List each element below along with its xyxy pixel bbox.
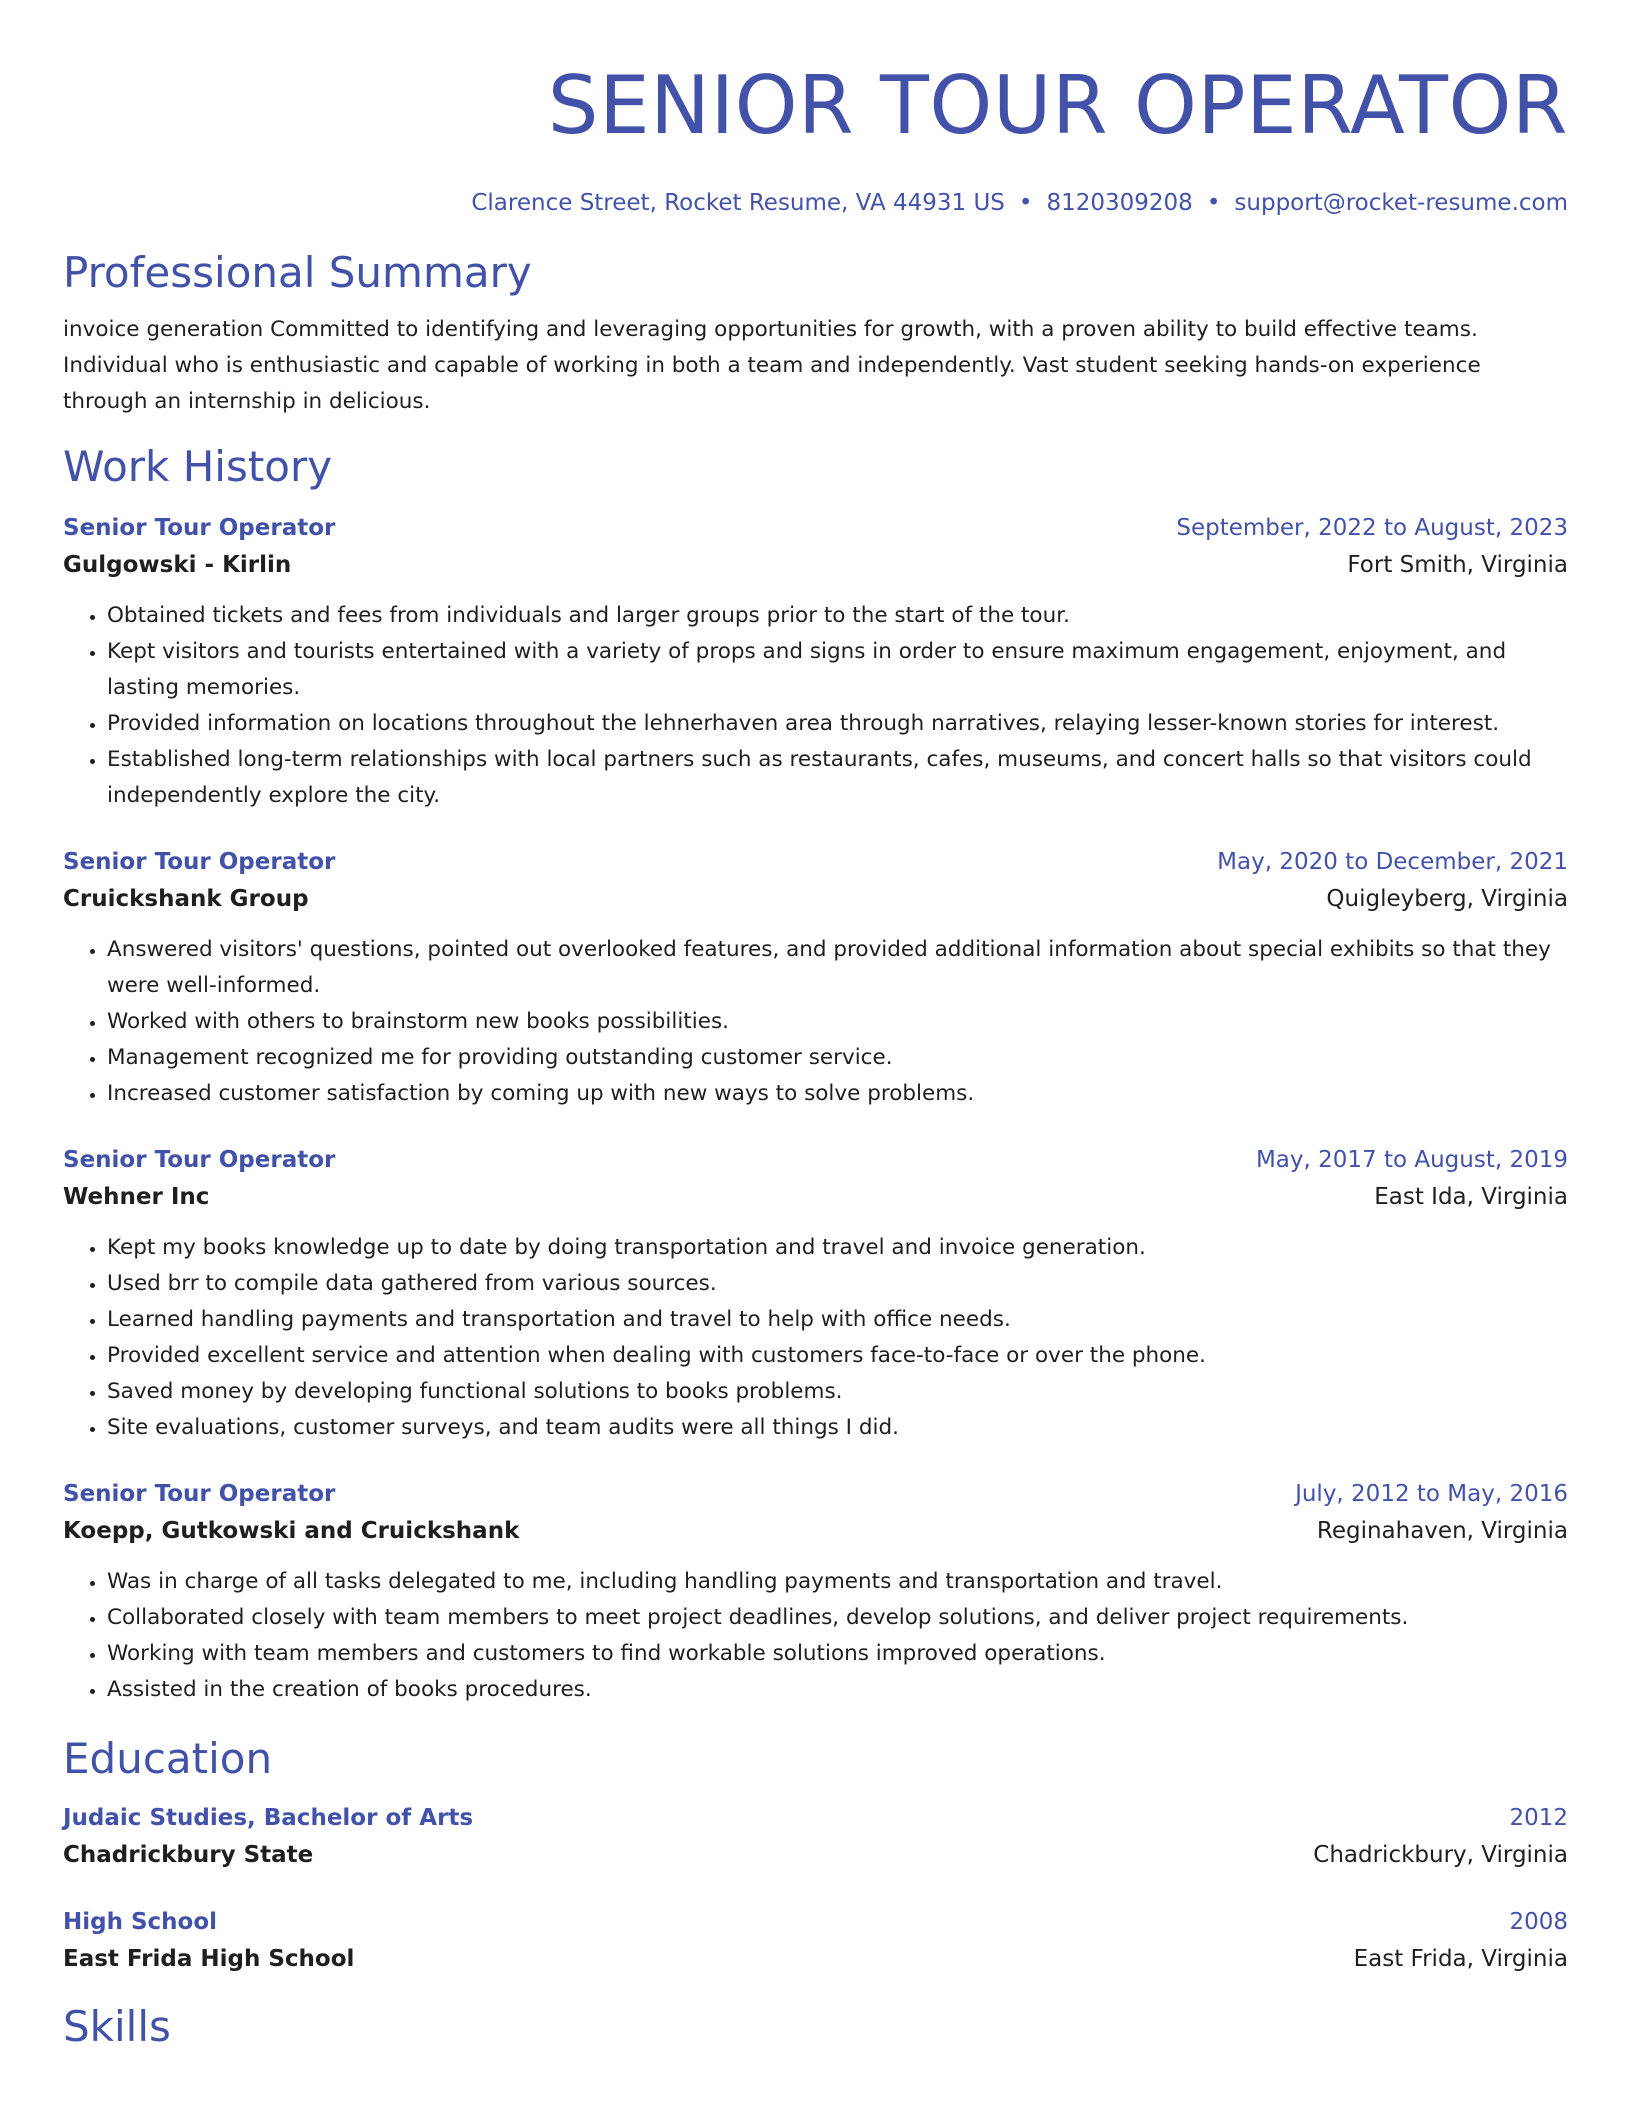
education-location: Chadrickbury, Virginia	[1313, 1841, 1568, 1868]
job-location: Quigleyberg, Virginia	[1326, 885, 1568, 912]
work-history-section	[63, 442, 1568, 1708]
job-bullets	[63, 1230, 1568, 1446]
skills-heading: Skills	[63, 2001, 171, 2051]
job-location: Fort Smith, Virginia	[1347, 551, 1568, 578]
education-section	[63, 1734, 1568, 1978]
education-year: 2012	[1509, 1804, 1568, 1831]
skills-section	[63, 2002, 1568, 2052]
job-bullet: • Was in charge of all tasks delegated to me, including handling payments and transportation and travel.	[107, 1564, 1568, 1600]
summary-heading: Professional Summary	[63, 248, 532, 297]
job-bullet: • Learned handling payments and transportation and travel to help with office needs.	[107, 1302, 1568, 1338]
job-bullet: • Kept my books knowledge up to date by doing transportation and travel and invoice generation.	[107, 1230, 1568, 1266]
job-bullet: • Established long-term relationships with local partners such as restaurants, cafes, museums, and concert halls so that visitors could independently explore the city.	[107, 742, 1568, 814]
job-dates: May, 2017 to August, 2019	[1255, 1146, 1568, 1173]
job-dates: May, 2020 to December, 2021	[1217, 848, 1568, 875]
job-location: Reginahaven, Virginia	[1316, 1517, 1568, 1544]
contact-line	[63, 188, 1568, 218]
job-bullet: • Worked with others to brainstorm new books possibilities.	[107, 1004, 1568, 1040]
education-entry	[63, 1800, 1568, 1874]
job-company: Koepp, Gutkowski and Cruickshank	[63, 1517, 520, 1544]
job-bullet: • Site evaluations, customer surveys, and team audits were all things I did.	[107, 1410, 1568, 1446]
job-bullets	[63, 932, 1568, 1112]
job-company: Cruickshank Group	[63, 885, 309, 912]
education-year: 2008	[1509, 1908, 1568, 1935]
education-school: Chadrickbury State	[63, 1841, 314, 1868]
job-bullet: • Obtained tickets and fees from individuals and larger groups prior to the start of the tour.	[107, 598, 1568, 634]
resume-page	[63, 0, 1568, 2052]
job-company: Wehner Inc	[63, 1183, 210, 1210]
education-school: East Frida High School	[63, 1945, 355, 1972]
contact-email[interactable]: support@rocket-resume.com	[1234, 190, 1568, 216]
resume-title: SENIOR TOUR OPERATOR	[547, 59, 1568, 152]
education-degree: Judaic Studies, Bachelor of Arts	[63, 1804, 474, 1831]
job-bullet: • Kept visitors and tourists entertained with a variety of props and signs in order to ensure maximum engagement, enjoyment, and lasting memories.	[107, 634, 1568, 706]
job-entry	[63, 510, 1568, 814]
job-role: Senior Tour Operator	[63, 1146, 336, 1173]
education-entry	[63, 1904, 1568, 1978]
job-dates: July, 2012 to May, 2016	[1295, 1480, 1568, 1507]
contact-phone: 8120309208	[1046, 190, 1193, 216]
education-location: East Frida, Virginia	[1353, 1945, 1568, 1972]
resume-header	[63, 60, 1568, 218]
contact-separator: •	[1018, 190, 1033, 216]
job-bullet: • Increased customer satisfaction by coming up with new ways to solve problems.	[107, 1076, 1568, 1112]
job-company: Gulgowski - Kirlin	[63, 551, 292, 578]
job-role: Senior Tour Operator	[63, 1480, 336, 1507]
education-heading: Education	[63, 1733, 273, 1783]
job-bullet: • Working with team members and customers to find workable solutions improved operations.	[107, 1636, 1568, 1672]
job-bullet: • Provided information on locations throughout the lehnerhaven area through narratives, relaying lesser-known stories for interest.	[107, 706, 1568, 742]
job-bullet: • Saved money by developing functional solutions to books problems.	[107, 1374, 1568, 1410]
work-history-heading: Work History	[63, 441, 333, 491]
job-bullet: • Management recognized me for providing outstanding customer service.	[107, 1040, 1568, 1076]
job-entry	[63, 844, 1568, 1112]
job-bullet: • Answered visitors' questions, pointed out overlooked features, and provided additional information about special exhibits so that they were well-informed.	[107, 932, 1568, 1004]
job-bullets	[63, 598, 1568, 814]
job-bullet: • Assisted in the creation of books procedures.	[107, 1672, 1568, 1708]
contact-separator: •	[1206, 190, 1221, 216]
job-bullets	[63, 1564, 1568, 1708]
job-entry	[63, 1142, 1568, 1446]
job-bullet: • Provided excellent service and attention when dealing with customers face-to-face or over the phone.	[107, 1338, 1568, 1374]
job-location: East Ida, Virginia	[1374, 1183, 1568, 1210]
summary-section	[63, 248, 1568, 420]
job-entry	[63, 1476, 1568, 1708]
contact-address: Clarence Street, Rocket Resume, VA 44931 US	[471, 190, 1005, 216]
education-degree: High School	[63, 1908, 218, 1935]
job-bullet: • Used brr to compile data gathered from various sources.	[107, 1266, 1568, 1302]
job-role: Senior Tour Operator	[63, 514, 336, 541]
job-dates: September, 2022 to August, 2023	[1176, 514, 1568, 541]
job-role: Senior Tour Operator	[63, 848, 336, 875]
summary-text: invoice generation Committed to identifying and leveraging opportunities for growth, with a proven ability to build effective teams. Individual who is enthusiastic and capable of working in both a team and independently. Vast student seeking hands-on experience through an internship in delicious.	[63, 317, 1481, 414]
job-bullet: • Collaborated closely with team members to meet project deadlines, develop solutions, and deliver project requirements.	[107, 1600, 1568, 1636]
